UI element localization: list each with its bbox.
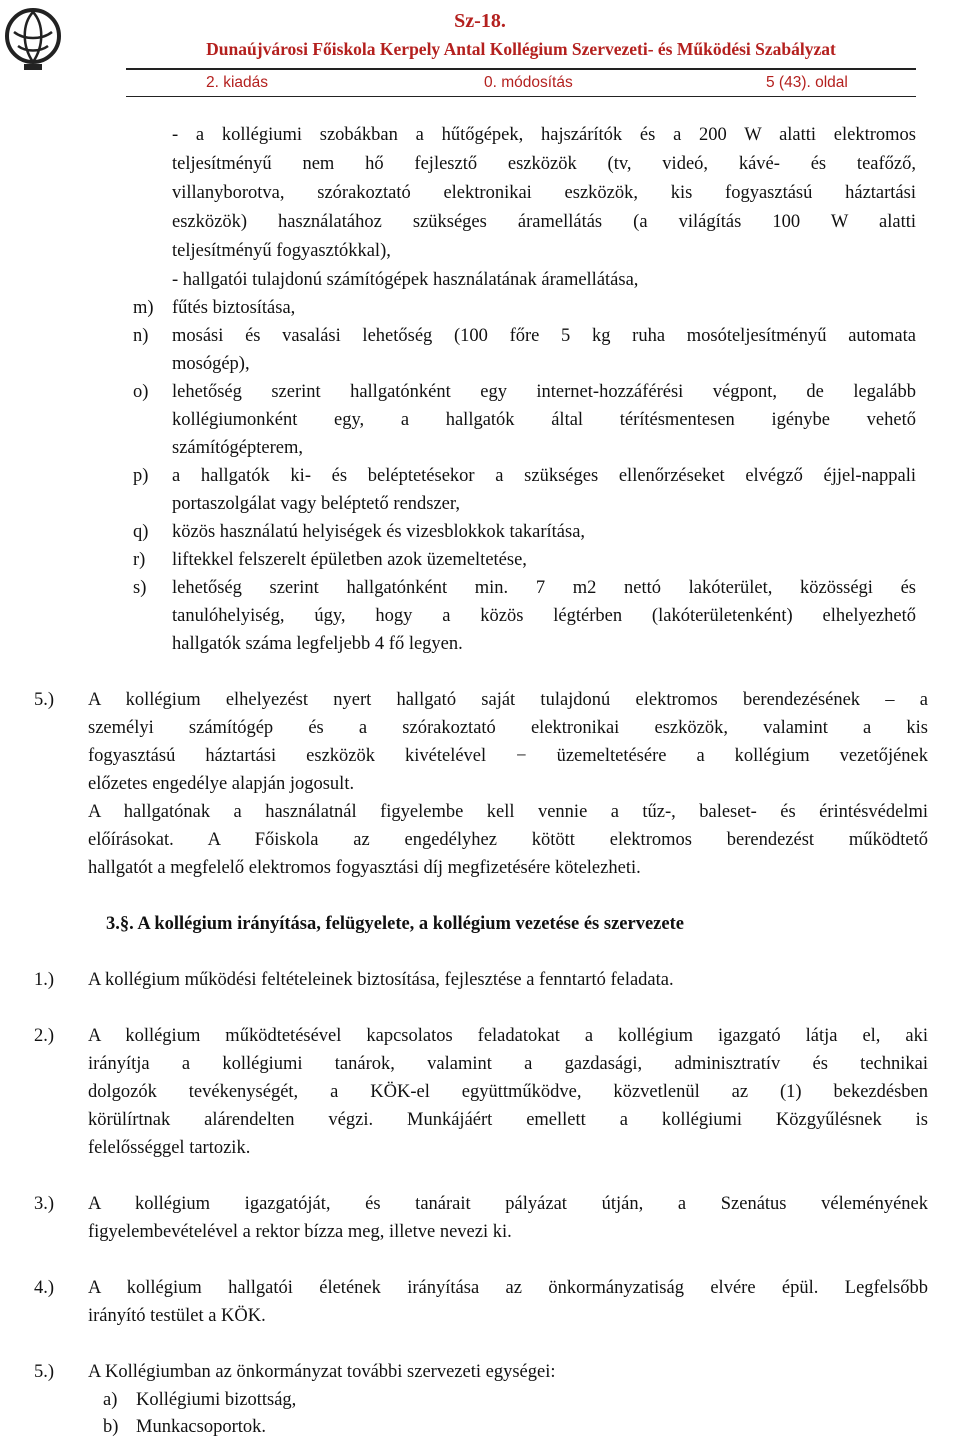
header-meta: [126, 72, 916, 94]
paragraph-line: A kollégium működtetésével kapcsolatos feladatokat a kollégium igazgató látja el, aki: [88, 1026, 928, 1046]
item-label: m): [133, 298, 154, 318]
text-line: teljesítményű fogyasztókkal),: [172, 241, 391, 261]
header-divider: [126, 68, 916, 70]
item-label: p): [133, 466, 149, 486]
paragraph-line: A Kollégiumban az önkormányzat további szervezeti egységei:: [88, 1362, 556, 1382]
section-heading: 3.§. A kollégium irányítása, felügyelete, a kollégium vezetése és szervezete: [106, 914, 684, 934]
text-line: - a kollégiumi szobákban a hűtőgépek, hajszárítók és a 200 W alatti elektromos: [172, 125, 916, 145]
sub-item-text: Munkacsoportok.: [136, 1417, 266, 1437]
text-line: teljesítményű nem hő fejlesztő eszközök (tv, videó, kávé- és teafőző,: [172, 154, 916, 174]
paragraph-line: A kollégium hallgatói életének irányítása az önkormányzatiság elvére épül. Legfelsőbb: [88, 1278, 928, 1298]
item-text: lehetőség szerint hallgatónként egy internet-hozzáférési végpont, de legalább: [172, 382, 916, 402]
paragraph-number: 5.): [34, 1362, 55, 1382]
header-divider-bottom: [126, 96, 916, 97]
item-label: n): [133, 326, 149, 346]
paragraph-line: felelősséggel tartozik.: [88, 1138, 251, 1158]
page-number: 5 (43). oldal: [766, 74, 848, 91]
paragraph-number: 5.): [34, 690, 55, 710]
paragraph-line: előírásokat. A Főiskola az engedélyhez kötött elektromos berendezést működtető: [88, 830, 928, 850]
item-text: tanulóhelyiség, úgy, hogy a közös légtérben (lakóterületenként) elhelyezhető: [172, 606, 916, 626]
item-text: számítógépterem,: [172, 438, 303, 458]
item-text: közös használatú helyiségek és vizesblokkok takarítása,: [172, 522, 586, 542]
item-label: r): [133, 550, 146, 570]
text-line: villanyborotva, szórakoztató elektronikai eszközök, kis fogyasztású háztartási: [172, 183, 916, 203]
paragraph-line: hallgatót a megfelelő elektromos fogyasztási díj megfizetésére kötelezheti.: [88, 858, 641, 878]
paragraph-number: 2.): [34, 1026, 55, 1046]
item-label: q): [133, 522, 149, 542]
paragraph-line: figyelembevételével a rektor bízza meg, illetve nevezi ki.: [88, 1222, 512, 1242]
sub-item-text: Kollégiumi bizottság,: [136, 1390, 297, 1410]
document-title: Dunaújvárosi Főiskola Kerpely Antal Kollégium Szervezeti- és Működési Szabályzat: [206, 39, 836, 59]
paragraph-line: A kollégium igazgatóját, és tanárait pályázat útján, a Szenátus véleményének: [88, 1194, 928, 1214]
paragraph-line: előzetes engedélye alapján jogosult.: [88, 774, 355, 794]
item-text: hallgatók száma legfeljebb 4 fő legyen.: [172, 634, 463, 654]
paragraph-line: fogyasztású háztartási eszközök kivételével − üzemeltetésére a kollégium vezetőjének: [88, 746, 928, 766]
text-line: eszközök) használatához szükséges áramellátás (a világítás 100 W alatti: [172, 212, 916, 232]
paragraph-line: irányító testület a KÖK.: [88, 1306, 266, 1326]
text-line: - hallgatói tulajdonú számítógépek használatának áramellátása,: [172, 270, 639, 290]
item-text: liftekkel felszerelt épületben azok üzemeltetése,: [172, 550, 527, 570]
item-text: mosógép),: [172, 354, 250, 374]
item-label: s): [133, 578, 147, 598]
paragraph-line: személyi számítógép és a szórakoztató elektronikai eszközök, valamint a kis: [88, 718, 928, 738]
paragraph-number: 3.): [34, 1194, 55, 1214]
paragraph-line: A kollégium elhelyezést nyert hallgató saját tulajdonú elektromos berendezésének – a: [88, 690, 928, 710]
item-text: a hallgatók ki- és beléptetésekor a szükséges ellenőrzéseket elvégző éjjel-nappali: [172, 466, 916, 486]
paragraph-line: A kollégium működési feltételeinek biztosítása, fejlesztése a fenntartó feladata.: [88, 970, 674, 990]
item-text: portaszolgálat vagy beléptető rendszer,: [172, 494, 460, 514]
paragraph-line: dolgozók tevékenységét, a KÖK-el együttműködve, közvetlenül az (1) bekezdésben: [88, 1082, 928, 1102]
paragraph-line: irányítja a kollégiumi tanárok, valamint a gazdasági, adminisztratív és technikai: [88, 1054, 928, 1074]
item-text: fűtés biztosítása,: [172, 298, 296, 318]
sub-item-label: a): [103, 1390, 118, 1410]
paragraph-number: 1.): [34, 970, 55, 990]
item-text: lehetőség szerint hallgatónként min. 7 m2 nettó lakóterület, közösségi és: [172, 578, 916, 598]
sub-item-label: b): [103, 1417, 119, 1437]
paragraph-number: 4.): [34, 1278, 55, 1298]
item-text: mosási és vasalási lehetőség (100 főre 5 kg ruha mosóteljesítményű automata: [172, 326, 916, 346]
item-text: kollégiumonként egy, a hallgatók által térítésmentesen igénybe vehető: [172, 410, 916, 430]
paragraph-line: körülírtnak alárendelten végzi. Munkájáért emellett a kollégiumi Közgyűlésnek is: [88, 1110, 928, 1130]
item-label: o): [133, 382, 149, 402]
paragraph-line: A hallgatónak a használatnál figyelembe kell vennie a tűz-, baleset- és érintésvédelmi: [88, 802, 928, 822]
document-code: Sz-18.: [454, 10, 506, 32]
modification-label: 0. módosítás: [484, 74, 573, 91]
edition-label: 2. kiadás: [206, 74, 269, 91]
